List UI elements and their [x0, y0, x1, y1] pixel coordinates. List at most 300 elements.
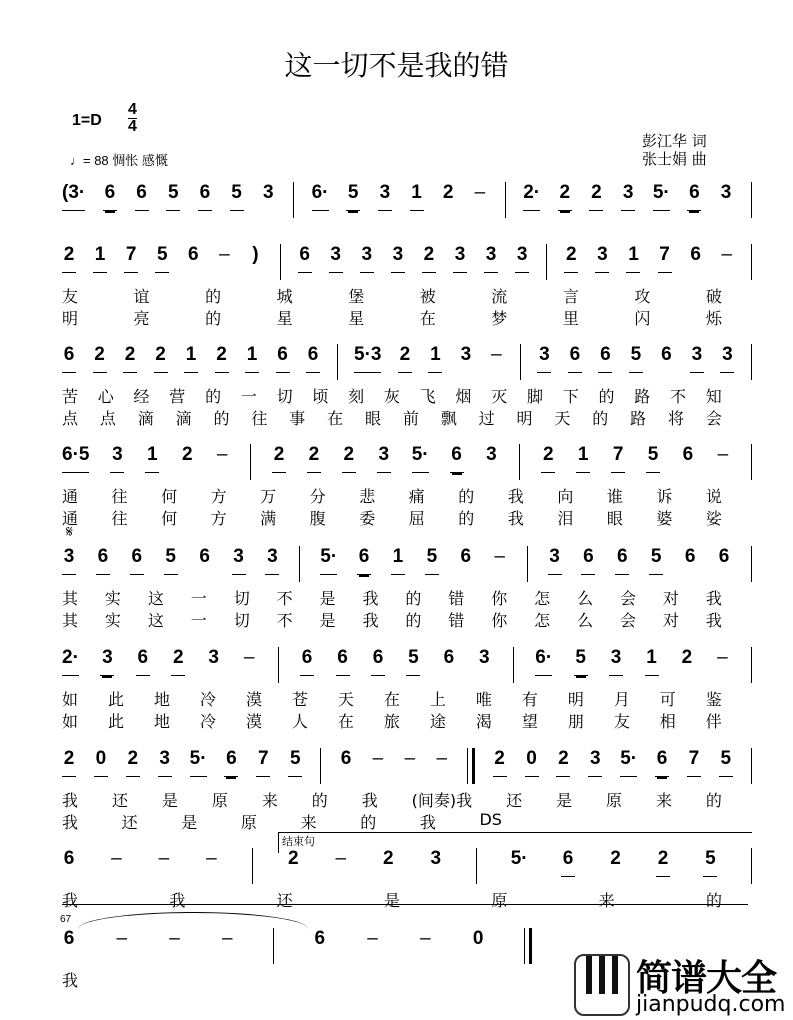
barline [527, 546, 528, 582]
notes-row [62, 546, 752, 574]
note: 3 [720, 344, 734, 373]
credits [642, 132, 707, 168]
lyrics-line [62, 284, 722, 307]
note: 6 [103, 182, 117, 211]
note: 6 [450, 444, 464, 473]
note: 2 [541, 444, 555, 473]
note: 0 [472, 928, 484, 949]
lyric: 可 [659, 690, 676, 709]
lyric: 的 [205, 287, 222, 306]
lyric: 的 [705, 791, 722, 810]
lyric: 何 [161, 487, 178, 506]
note: 6 [130, 546, 144, 575]
sustain-dash: – [420, 928, 431, 949]
lyric: 将 [668, 409, 685, 428]
lyric: 攻 [634, 287, 651, 306]
song-title: 这一切不是我的错 [284, 49, 509, 82]
lyric: 我 [62, 891, 79, 910]
lyric: 友 [62, 287, 79, 306]
lyric: 此 [107, 690, 124, 709]
lyric: 切 [233, 589, 250, 608]
lyric: 明 [62, 309, 79, 328]
lyric: 不 [276, 611, 293, 630]
note: 6 [63, 848, 75, 869]
lyric: 如 [62, 690, 79, 709]
lyric: 错 [448, 611, 465, 630]
lyric: 的 [205, 387, 222, 406]
segno-icon: 𝄋 [66, 524, 73, 541]
lyric: 你 [491, 611, 508, 630]
lyric: 在 [327, 409, 344, 428]
barline [751, 244, 752, 280]
note: 2 [154, 344, 168, 373]
barline [520, 344, 521, 380]
lyric: 通 [62, 509, 79, 528]
note: 6 [615, 546, 629, 575]
watermark-logo [560, 950, 790, 1018]
note: 3 [588, 748, 602, 777]
note: 3 [609, 647, 623, 676]
lyric: (间奏)我 [411, 791, 473, 810]
lyric: 城 [276, 287, 293, 306]
note: 6 [96, 546, 110, 575]
note: 3 [62, 546, 76, 575]
note: 5 [230, 182, 244, 211]
note: 7 [124, 244, 138, 273]
lyric: 飘 [440, 409, 457, 428]
notes-row [62, 444, 752, 472]
note: 2· [62, 647, 79, 676]
note: 7 [658, 244, 672, 273]
lyric: 会 [619, 589, 636, 608]
lyric: 方 [210, 487, 227, 506]
lyric: 我 [169, 891, 186, 910]
lyric: 说 [705, 487, 722, 506]
sustain-dash: – [721, 244, 732, 265]
lyric: 亮 [133, 309, 150, 328]
lyric: 往 [111, 509, 128, 528]
lyric: 相 [659, 712, 676, 731]
lyric: 渴 [475, 712, 492, 731]
note: 3 [378, 182, 392, 211]
note: 2 [442, 182, 454, 203]
note: 3 [453, 244, 467, 273]
tempo-marking: ♩= 88 惆怅 感慨 [70, 153, 168, 168]
lyric: 人 [291, 712, 308, 731]
lyric: 诉 [656, 487, 673, 506]
note: 6 [460, 546, 472, 567]
lyric: 漠 [245, 712, 262, 731]
lyric: 前 [402, 409, 419, 428]
barline [320, 748, 321, 784]
lyrics-line [62, 384, 722, 407]
sustain-dash: – [243, 647, 255, 668]
lyric: 言 [562, 287, 579, 306]
lyric: 烁 [705, 309, 722, 328]
lyric: 有 [521, 690, 538, 709]
note: 2 [123, 344, 137, 373]
note: 2 [556, 748, 570, 777]
note: 3 [486, 444, 497, 465]
note: 3 [621, 182, 635, 211]
note: 6 [300, 647, 314, 676]
note: 6·5 [62, 444, 89, 473]
lyric: 来 [300, 813, 317, 832]
note: 3 [329, 244, 343, 273]
composer: 张士娟 曲 [642, 150, 707, 168]
lyric: 怎 [534, 611, 551, 630]
tie-slur [78, 912, 308, 929]
lyric: 星 [348, 309, 365, 328]
lyric: 如 [62, 712, 79, 731]
lyric: 我 [62, 971, 79, 990]
lyrics-line [62, 709, 722, 732]
double-barline [467, 748, 475, 784]
lyric: 泪 [557, 509, 574, 528]
lyric: 原 [491, 891, 508, 910]
sustain-dash: – [404, 748, 416, 769]
lyric: 脚 [526, 387, 543, 406]
note: 6 [298, 244, 312, 273]
lyric: 烟 [455, 387, 472, 406]
sustain-dash: – [367, 928, 378, 949]
lyric: 通 [62, 487, 79, 506]
lyric: 切 [276, 387, 293, 406]
lyrics-line [62, 608, 722, 631]
lyric: 在 [337, 712, 354, 731]
note: 3 [360, 244, 374, 273]
lyric: 上 [429, 690, 446, 709]
note: 0 [525, 748, 539, 777]
note: 1 [245, 344, 259, 373]
note: 2 [564, 244, 578, 273]
lyric: 的 [592, 409, 609, 428]
lyric: 方 [210, 509, 227, 528]
note: 3 [460, 344, 472, 365]
lyric: 星 [276, 309, 293, 328]
note: 5· [412, 444, 429, 473]
piano-icon [574, 954, 630, 1016]
note: 2 [342, 444, 356, 473]
note: 2 [181, 444, 193, 465]
lyric: 是 [161, 791, 178, 810]
lyric: 还 [276, 891, 293, 910]
note: 1 [391, 546, 405, 575]
lyric: 还 [121, 813, 138, 832]
lyric: DS [479, 810, 502, 829]
note: 6 [135, 182, 149, 211]
lyric: 鉴 [705, 690, 722, 709]
note: 3 [537, 344, 551, 373]
lyric: 我 [507, 509, 524, 528]
lyric: 眼 [606, 509, 623, 528]
sustain-dash: – [216, 444, 228, 465]
notes-row [62, 244, 752, 272]
note: 6· [535, 647, 552, 676]
lyric: 的 [405, 611, 422, 630]
note: 2 [398, 344, 412, 373]
lyric: 我 [705, 611, 722, 630]
note: 2 [382, 848, 394, 869]
lyric: 么 [577, 611, 594, 630]
lyric: 其 [62, 611, 79, 630]
lyric: 在 [419, 309, 436, 328]
note: 3 [484, 244, 498, 273]
lyric: 下 [562, 387, 579, 406]
sustain-dash: – [158, 848, 170, 869]
note: 6 [581, 546, 595, 575]
ending-bracket: 结束句 [278, 832, 752, 853]
lyrics-line [62, 586, 722, 609]
barline [293, 182, 294, 218]
note: 2 [126, 748, 140, 777]
note: 2 [422, 244, 436, 273]
note: 2 [62, 244, 76, 273]
double-barline [524, 928, 532, 964]
lyric: 是 [319, 611, 336, 630]
lyric: 万 [260, 487, 277, 506]
lyric: 是 [319, 589, 336, 608]
lyric: 破 [705, 287, 722, 306]
lyric: 点 [99, 409, 116, 428]
lyric: 往 [251, 409, 268, 428]
note: 5 [649, 546, 663, 575]
note: 3 [100, 647, 114, 676]
note: 1 [145, 444, 159, 473]
lyric: 是 [181, 813, 198, 832]
sustain-dash: – [219, 244, 230, 265]
note: 2 [171, 647, 185, 676]
note: 5· [190, 748, 207, 777]
lyric: 来 [655, 791, 672, 810]
barline [513, 647, 514, 683]
lyrics-line [62, 306, 722, 329]
lyrics-line [62, 687, 722, 710]
note: 1 [428, 344, 442, 373]
lyric: 一 [190, 589, 207, 608]
note: 5 [346, 182, 360, 211]
lyric: 刻 [348, 387, 365, 406]
lyric: 会 [619, 611, 636, 630]
lyric: 途 [429, 712, 446, 731]
sustain-dash: – [335, 848, 347, 869]
lyric: 飞 [419, 387, 436, 406]
lyrics-line [62, 506, 722, 529]
note: 6 [718, 546, 730, 567]
lyric: 我 [62, 813, 79, 832]
note: 5· [620, 748, 637, 777]
lyric: 往 [111, 487, 128, 506]
lyric: 我 [62, 791, 79, 810]
lyric: 委 [359, 509, 376, 528]
lyric: 腹 [309, 509, 326, 528]
lyric: 原 [240, 813, 257, 832]
note: 6 [314, 928, 326, 949]
lyric: 营 [169, 387, 186, 406]
sustain-dash: – [169, 928, 180, 949]
note: 2 [589, 182, 603, 211]
note: 6 [62, 344, 76, 373]
note: 7 [256, 748, 270, 777]
sustain-dash: – [494, 546, 505, 567]
lyric: 滴 [137, 409, 154, 428]
time-signature [128, 102, 137, 135]
lyric: 还 [111, 791, 128, 810]
lyric: 娑 [705, 509, 722, 528]
note: 6 [655, 748, 669, 777]
note: 3 [262, 182, 274, 203]
lyric: 一 [240, 387, 257, 406]
notes-row [62, 748, 752, 776]
sustain-dash: – [116, 928, 128, 949]
lyric: 天 [554, 409, 571, 428]
lyric: 点 [62, 409, 79, 428]
note: 6 [340, 748, 352, 769]
lyrics-line [62, 888, 722, 911]
watermark-name: 简谱大全 [636, 958, 777, 999]
note: 2 [215, 344, 229, 373]
note: 6 [199, 546, 210, 567]
sustain-dash: – [222, 928, 233, 949]
sustain-dash: – [491, 344, 502, 365]
note: 3 [158, 748, 172, 777]
note: 7 [611, 444, 625, 473]
lyric: 的 [405, 589, 422, 608]
lyric: 明 [516, 409, 533, 428]
sustain-dash: – [436, 748, 448, 769]
lyric: 我 [507, 487, 524, 506]
barline [250, 444, 251, 480]
note: 1 [626, 244, 640, 273]
lyric: 悲 [359, 487, 376, 506]
lyric: 我 [419, 813, 436, 832]
note: 3 [110, 444, 124, 473]
lyric: 分 [309, 487, 326, 506]
note: 6 [136, 647, 150, 676]
watermark-url: jianpudq.com [636, 992, 786, 1017]
lyric: 谊 [133, 287, 150, 306]
note: 3 [515, 244, 529, 273]
note: 2 [288, 848, 299, 869]
barline [751, 546, 752, 582]
note: 5·3 [354, 344, 381, 373]
lyric: 望 [521, 712, 538, 731]
lyric: 路 [630, 409, 647, 428]
note: 3 [391, 244, 405, 273]
lyric: 婆 [656, 509, 673, 528]
meter-top: 4 [128, 101, 137, 118]
lyric: 苍 [291, 690, 308, 709]
lyric: 苦 [62, 387, 79, 406]
barline [476, 848, 477, 884]
lyric: 路 [634, 387, 651, 406]
lyricist: 彭江华 词 [642, 132, 707, 150]
lyric: 来 [261, 791, 278, 810]
lyric: 的 [458, 487, 475, 506]
lyric: 满 [260, 509, 277, 528]
lyric: 切 [233, 611, 250, 630]
note: 3 [720, 182, 732, 203]
barline [751, 182, 752, 218]
note: 5 [425, 546, 439, 575]
lyric: 的 [205, 309, 222, 328]
lyric: 实 [104, 611, 121, 630]
lyric: 来 [598, 891, 615, 910]
barline [751, 748, 752, 784]
note: 0 [94, 748, 108, 777]
note: 6 [276, 344, 290, 373]
lyric: 过 [478, 409, 495, 428]
note: 5 [155, 244, 169, 273]
lyric: 里 [562, 309, 579, 328]
note: 3 [208, 647, 219, 668]
note: 5 [574, 647, 588, 676]
note: 3 [377, 444, 391, 473]
note: 6 [684, 546, 696, 567]
lyric: 这 [147, 611, 164, 630]
note: 5· [320, 546, 337, 575]
sustain-dash: – [372, 748, 384, 769]
note: 6 [561, 848, 575, 877]
sustain-dash: – [206, 848, 217, 869]
note: 7 [687, 748, 701, 777]
note: 6 [198, 182, 212, 211]
lyric: 闪 [634, 309, 651, 328]
lyric: 谁 [606, 487, 623, 506]
sustain-dash: – [111, 848, 122, 869]
lyric: 流 [491, 287, 508, 306]
note: 5· [510, 848, 528, 869]
note: 6· [312, 182, 329, 211]
note: 5 [719, 748, 733, 777]
note: 6 [336, 647, 350, 676]
lyric: 不 [670, 387, 687, 406]
note: 6 [687, 182, 701, 211]
note: 6 [568, 344, 582, 373]
barline [252, 848, 253, 884]
note: 6 [598, 344, 612, 373]
barline [337, 344, 338, 380]
note: 2 [62, 748, 76, 777]
lyric: 灰 [383, 387, 400, 406]
lyric: 在 [383, 690, 400, 709]
lyric: 友 [613, 712, 630, 731]
lyric: 么 [577, 589, 594, 608]
note: 6 [661, 344, 672, 365]
lyric: 唯 [475, 690, 492, 709]
note: 5 [164, 546, 178, 575]
note: 6 [357, 546, 371, 575]
lyric: 月 [613, 690, 630, 709]
note: 6 [690, 244, 701, 265]
barline [278, 647, 279, 683]
lyric: 对 [662, 611, 679, 630]
lyric: 一 [190, 611, 207, 630]
lyric: 的 [311, 791, 328, 810]
lyric: 冷 [199, 690, 216, 709]
lyric: 滴 [175, 409, 192, 428]
notes-row [62, 344, 752, 372]
lyrics-line [62, 406, 722, 429]
barline [751, 444, 752, 480]
note: 2 [272, 444, 286, 473]
lyric: 的 [360, 813, 377, 832]
note: 1 [410, 182, 424, 211]
note: 3 [232, 546, 246, 575]
lyric: 实 [104, 589, 121, 608]
lyric: 原 [606, 791, 623, 810]
lyric: 的 [213, 409, 230, 428]
